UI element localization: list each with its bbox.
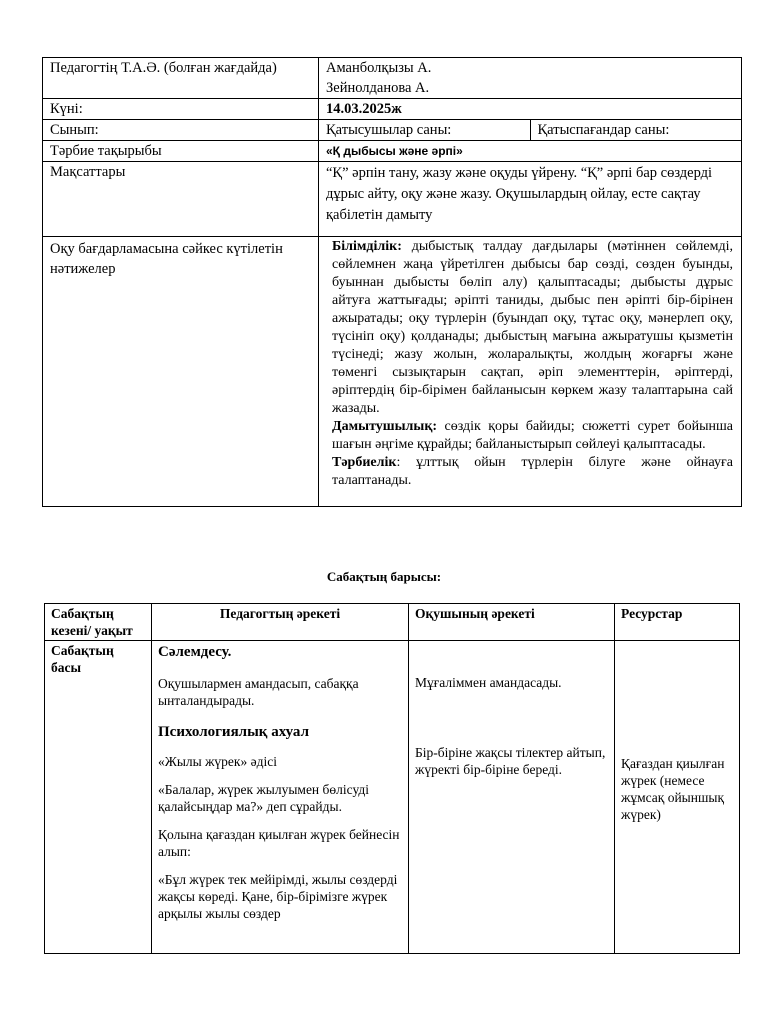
teacher-quote: «Бұл жүрек тек мейірімді, жылы сөздерді жақсы көреді. Қане, бір-бірімізге жүрек арқылы жылы сөздер: [158, 872, 398, 921]
stage-cell: Сабақтың басы: [45, 641, 152, 954]
educational-text: дыбыстық талдау дағдылары (мәтіннен сөйлемді, сөйлемнен жаңа үйретілген дыбысы бар сөзді, сөзден буынды, буыннан дыбысты бөліп алу) қалыптасады; дыбысты дұрыс айтуға жаттығады; әріпті таниды, дыбыс пен әріпті бір-бірінен ажыратады; оқу түрлерін (буындап оқу, тұтас оқу, мәнерлеп оқу, түсініп оқу) қолданады; дыбыстың мағына ажыратушы қызметін түсінеді; жазу жолын, жоларалықты, жолдың жоғарғы және төменгі сызықтарын сақтап, әріп элементтерін, әріптерді, әріптердің бір-бірімен байланысын көркем жазу талаптарына сай жазады.: [332, 239, 733, 416]
method-name: «Жылы жүрек» әдісі: [158, 754, 277, 769]
teacher-action-header: Педагогтың әрекеті: [152, 604, 409, 641]
goals-label: Мақсаттары: [43, 162, 319, 237]
teacher-name-2: Зейнолданова А.: [326, 80, 430, 96]
teacher-name-1: Аманболқызы А.: [326, 60, 432, 76]
student-action-header: Оқушының әрекеті: [409, 604, 615, 641]
lesson-progress-title: Сабақтың барысы:: [326, 569, 442, 584]
date-value: 14.03.2025ж: [319, 99, 742, 120]
class-label: Сынып:: [43, 120, 319, 141]
resources-cell: [615, 641, 740, 954]
educational-title: Білімділік:: [332, 239, 402, 254]
resources-header: Ресурстар: [615, 604, 740, 641]
upbringing-text: : ұлттық ойын түрлерін білуге және ойнауға талаптанады.: [332, 455, 733, 488]
student-action-2: Бір-біріне жақсы тілектер айтып, жүректі бір-біріне береді.: [415, 745, 606, 777]
topic-value: «Қ дыбысы және әрпі»: [319, 141, 742, 162]
psych-title: Психологиялық ахуал: [158, 724, 309, 740]
greeting-text: Оқушылармен амандасып, сабаққа ынталандырады.: [158, 676, 359, 708]
stage-header: Сабақтың кезені/ уақыт: [45, 604, 152, 641]
resource-1: Қағаздан қиылған жүрек (немесе жұмсақ ойыншық жүрек): [621, 756, 725, 822]
greeting-title: Сәлемдесу.: [158, 644, 232, 660]
developmental-outcome: [332, 418, 733, 454]
student-action-1: Мұғаліммен амандасады.: [415, 675, 562, 690]
absent-label: Қатыспағандар саны:: [530, 120, 742, 141]
lesson-plan-table: [44, 603, 740, 954]
educational-outcome: [332, 238, 733, 418]
goals-value: “Қ” әрпін тану, жазу және оқуды үйрену. “Қ” әрпі бар сөздерді дұрыс айту, оқу және жазу. Оқушылардың ойлау, есте сақтау қабілетін дамыту: [319, 162, 742, 237]
upbringing-outcome: [332, 454, 733, 490]
teacher-label: Педагогтің Т.А.Ә. (болған жағдайда): [43, 58, 319, 99]
date-label: Күні:: [43, 99, 319, 120]
outcomes-value: [319, 237, 742, 507]
teacher-action: Қолына қағаздан қиылған жүрек бейнесін алып:: [158, 827, 400, 859]
developmental-text: сөздік қоры байиды; сюжетті сурет бойынша шағын әңгіме құрайды; байланыстырып сөйлеуі қалыптасады.: [332, 419, 733, 452]
lesson-info-table: [42, 57, 742, 507]
developmental-title: Дамытушылық:: [332, 419, 438, 434]
present-label: Қатысушылар саны:: [319, 120, 531, 141]
upbringing-title: Тәрбиелік: [332, 455, 397, 470]
teacher-question: «Балалар, жүрек жылуымен бөлісуді қалайсыңдар ма?» деп сұрайды.: [158, 782, 369, 814]
topic-label: Тәрбие тақырыбы: [43, 141, 319, 162]
teacher-action-cell: [152, 641, 409, 954]
student-action-cell: [409, 641, 615, 954]
teacher-names: [319, 58, 742, 99]
outcomes-label: Оқу бағдарламасына сәйкес күтілетін нәтижелер: [43, 237, 319, 507]
